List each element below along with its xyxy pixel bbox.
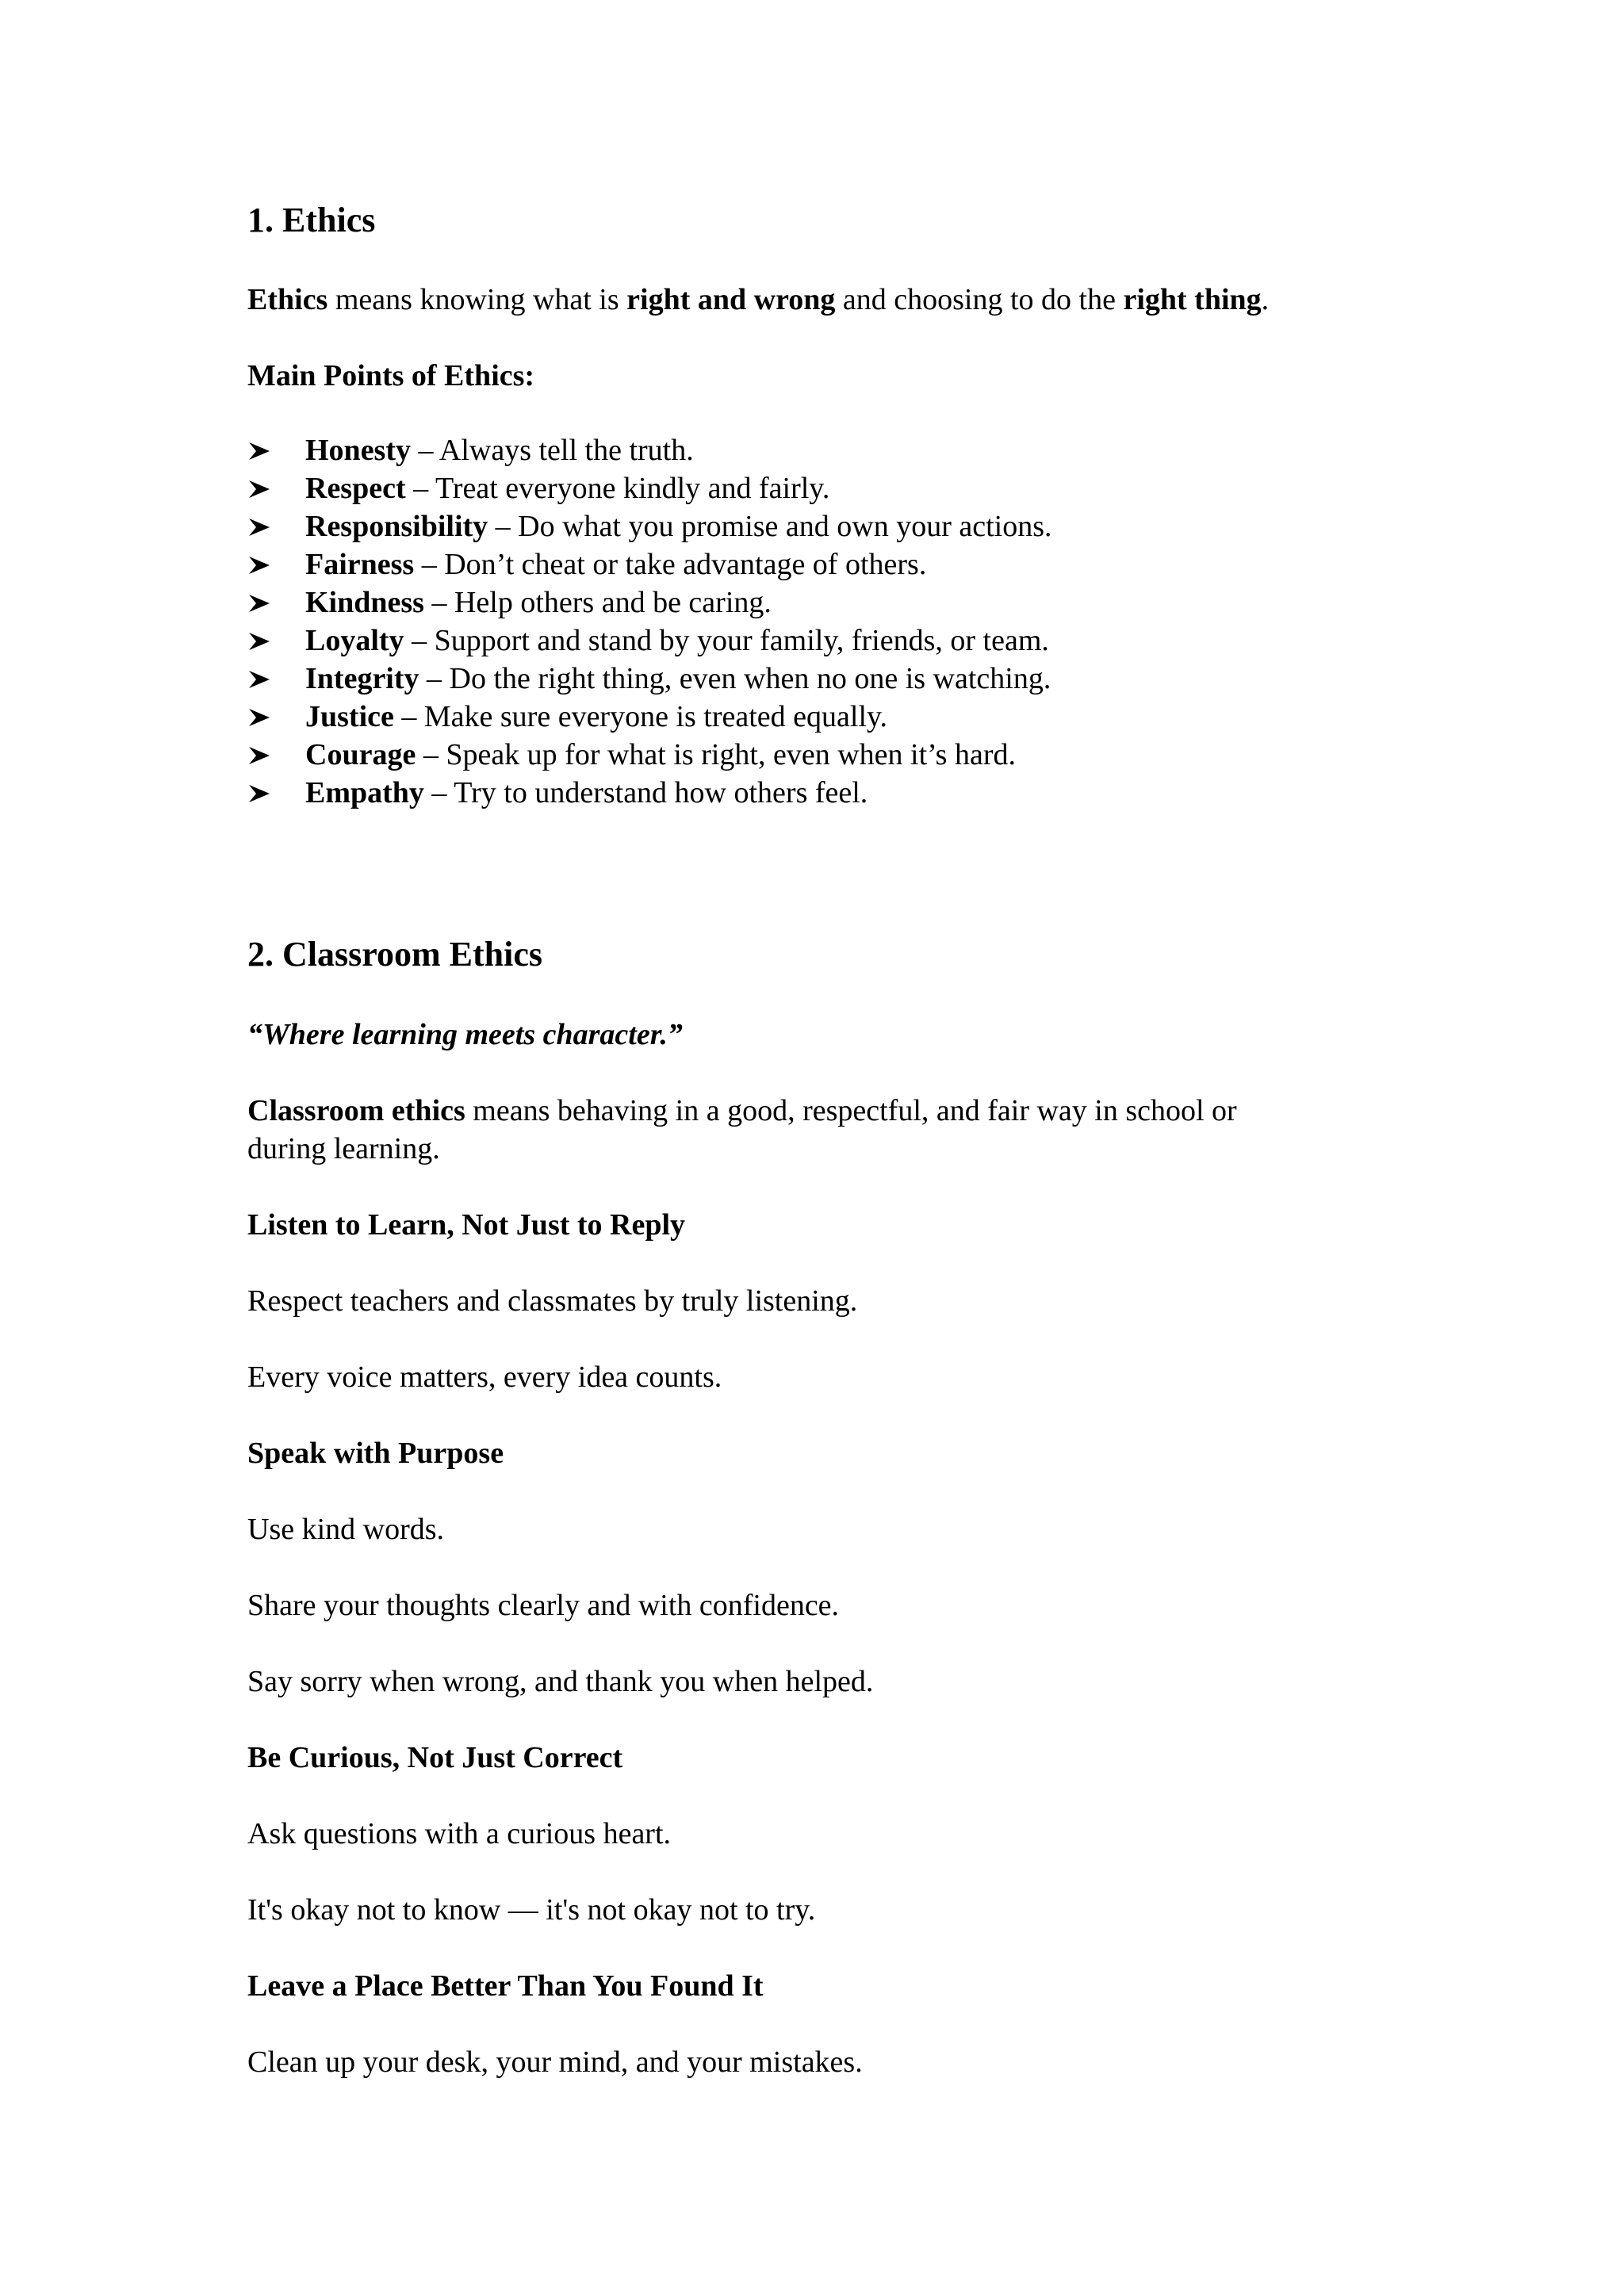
item-desc: – Don’t cheat or take advantage of others. [414,548,927,581]
curious-paragraph-1: Ask questions with a curious heart. [247,1817,672,1850]
list-item-text [305,469,829,507]
ethics-intro-paragraph [247,281,1269,319]
subheading-curious: Be Curious, Not Just Correct [247,1741,623,1774]
leave-paragraph-1: Clean up your desk, your mind, and your mistakes. [247,2045,863,2079]
item-term: Empathy [305,776,424,809]
item-term: Justice [305,700,394,733]
classroom-ethics-definition-line-1 [247,1092,1237,1130]
item-desc: – Help others and be caring. [423,586,772,619]
list-item-text [305,622,1049,660]
section-tagline: “Where learning meets character.” [247,1018,683,1051]
item-desc: – Do the right thing, even when no one is watching. [419,662,1051,695]
intro-term-right-thing: right thing [1123,283,1262,316]
item-desc: – Speak up for what is right, even when it’s hard. [416,738,1016,771]
arrow-bullet-icon [247,431,279,469]
item-term: Respect [305,472,406,505]
list-item-text [305,660,1051,698]
item-term: Responsibility [305,510,488,543]
speak-paragraph-1: Use kind words. [247,1513,445,1546]
intro-term-right-wrong: right and wrong [626,283,836,316]
list-item-text [305,507,1052,545]
speak-paragraph-2: Share your thoughts clearly and with confidence. [247,1589,840,1622]
item-term: Honesty [305,434,411,467]
intro-text-3: . [1261,283,1270,316]
definition-term: Classroom ethics [247,1094,465,1127]
section-heading-ethics: 1. Ethics [247,201,376,239]
item-term: Courage [305,738,416,771]
intro-term-ethics: Ethics [247,283,328,316]
arrow-bullet-icon [247,774,279,812]
item-desc: – Make sure everyone is treated equally. [393,700,888,733]
subheading-speak: Speak with Purpose [247,1437,504,1470]
item-desc: – Try to understand how others feel. [423,776,868,809]
item-term: Fairness [305,548,415,581]
intro-text-1: means knowing what is [327,283,627,316]
list-item-text [305,736,1016,774]
list-item-text [305,698,887,736]
listen-paragraph-2: Every voice matters, every idea counts. [247,1360,722,1394]
arrow-bullet-icon [247,584,279,622]
curious-paragraph-2: It's okay not to know — it's not okay not to try. [247,1893,816,1927]
subheading-listen: Listen to Learn, Not Just to Reply [247,1208,686,1242]
listen-paragraph-1: Respect teachers and classmates by truly listening. [247,1284,858,1318]
item-desc: – Always tell the truth. [411,434,694,467]
list-item-text [305,545,926,584]
item-desc: – Treat everyone kindly and fairly. [405,472,830,505]
speak-paragraph-3: Say sorry when wrong, and thank you when helped. [247,1665,874,1698]
section-heading-classroom-ethics: 2. Classroom Ethics [247,935,542,974]
item-term: Loyalty [305,624,404,657]
main-points-title: Main Points of Ethics: [247,359,535,392]
item-term: Kindness [305,586,424,619]
arrow-bullet-icon [247,660,279,698]
list-item-text [305,774,868,812]
list-item-text [305,431,694,469]
definition-text: means behaving in a good, respectful, and fair way in school or [465,1094,1237,1127]
arrow-bullet-icon [247,469,279,507]
list-item-text [305,584,772,622]
subheading-leave: Leave a Place Better Than You Found It [247,1969,764,2003]
arrow-bullet-icon [247,622,279,660]
intro-text-2: and choosing to do the [835,283,1124,316]
classroom-ethics-definition-line-2: during learning. [247,1132,440,1165]
item-desc: – Support and stand by your family, friends, or team. [404,624,1049,657]
arrow-bullet-icon [247,698,279,736]
arrow-bullet-icon [247,545,279,584]
arrow-bullet-icon [247,736,279,774]
arrow-bullet-icon [247,507,279,545]
item-term: Integrity [305,662,419,695]
item-desc: – Do what you promise and own your actions. [488,510,1052,543]
